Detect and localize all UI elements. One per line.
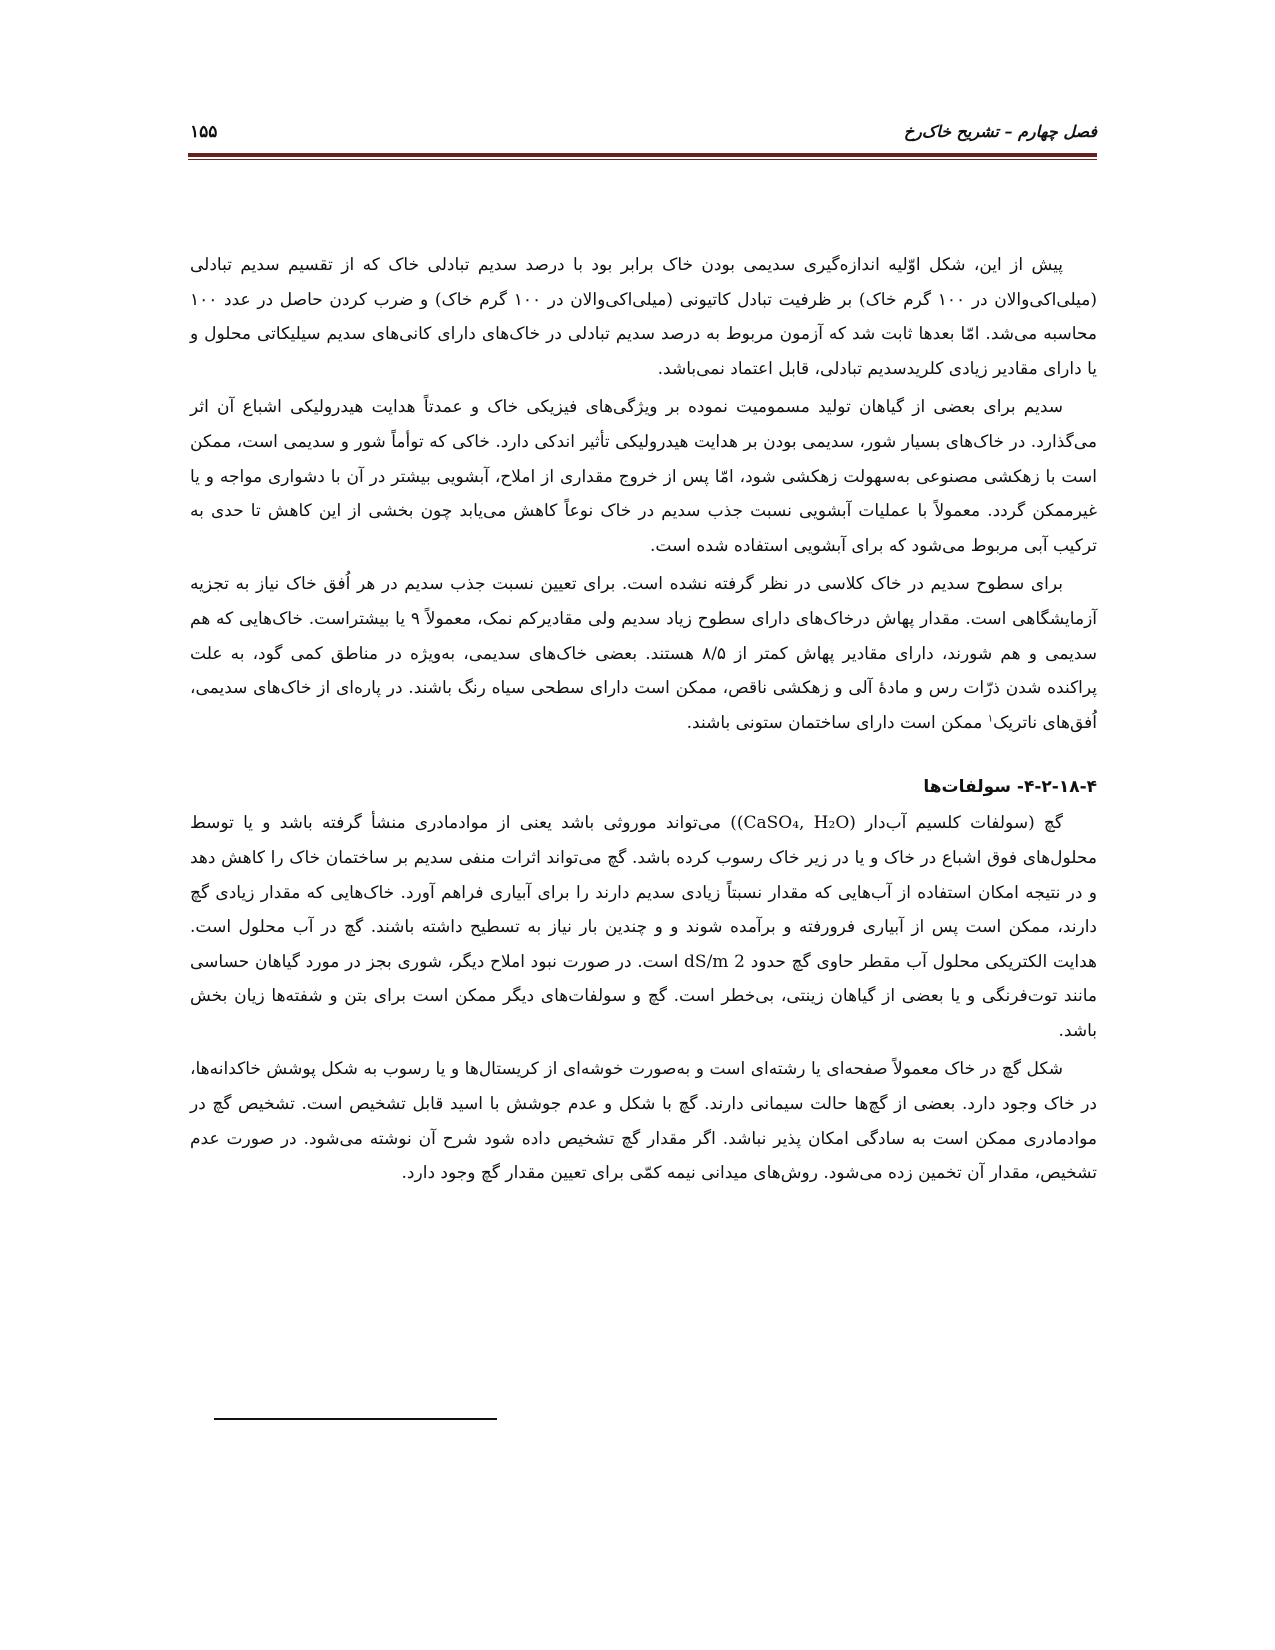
body-text bbox=[190, 248, 1097, 1195]
paragraph-3-tail: ممکن است دارای ساختمان ستونی باشند. bbox=[686, 712, 988, 733]
footnote-marker: ۱ bbox=[987, 713, 994, 725]
chapter-title: فصل چهارم – تشریح خاک‌رخ bbox=[903, 122, 1097, 141]
header-rule-thick bbox=[188, 153, 1097, 157]
footnote-separator bbox=[214, 1418, 497, 1420]
header-rule-thin bbox=[188, 159, 1097, 160]
paragraph-1: پیش از این، شکل اوّلیه اندازه‌گیری سدیمی بودن خاک برابر بود با درصد سدیم تبادلی خاک که از تقسیم سدیم تبادلی (میلی‌اکی‌والان در ۱۰۰ گرم خاک) بر ظرفیت تبادل کاتیونی (میلی‌اکی‌والان در ۱۰۰ گرم خاک) و ضرب کردن حاصل در عدد ۱۰۰ محاسبه می‌شد. امّا بعدها ثابت شد که آزمون مربوط به درصد سدیم تبادلی در خاک‌های دارای کانی‌های سدیم سیلیکاتی محلول و یا دارای مقادیر زیادی کلریدسدیم تبادلی، قابل اعتماد نمی‌باشد. bbox=[190, 255, 1098, 379]
page-number: ۱۵۵ bbox=[190, 122, 218, 142]
paragraph-3-text: برای سطوح سدیم در خاک کلاسی در نظر گرفته نشده است. برای تعیین نسبت جذب سدیم در هر اُفق خاک نیاز به تجزیه آزمایشگاهی است. مقدار پهاش درخاک‌های دارای سطوح زیاد سدیم ولی مقادیرکم نمک، معمولاً ۹ یا بیشتراست. خاک‌هایی که هم سدیمی و هم شورند، دارای مقادیر پهاش کمتر از ۸/۵ هستند. بعضی خاک‌های سدیمی، به‌ویژه در مناطق کمی گود، به علت پراکنده شدن ذرّات رس و مادۀ آلی و زهکشی ناقص، ممکن است دارای سطحی سیاه رنگ باشند. در پاره‌ای از خاک‌های سدیمی، اُفق‌های ناتریک bbox=[190, 574, 1098, 733]
paragraph-5: شکل گچ در خاک معمولاً صفحه‌ای یا رشته‌ای است و به‌صورت خوشه‌ای از کریستال‌ها و یا رسوب به شکل پوشش خاکدانه‌ها، در خاک وجود دارد. بعضی از گچ‌ها حالت سیمانی دارند. گچ با شکل و عدم جوشش با اسید قابل تشخیص است. تشخیص گچ در موادمادری ممکن است به سادگی امکان پذیر نباشد. اگر مقدار گچ تشخیص داده شود شرح آن نوشته می‌شود. در صورت عدم تشخیص، مقدار آن تخمین زده می‌شود. روش‌های میدانی نیمه کمّی برای تعیین مقدار گچ وجود دارد. bbox=[190, 1059, 1097, 1184]
section-heading: ۴-۲-۱۸-۴- سولفات‌ها bbox=[923, 777, 1097, 798]
paragraph-4: گچ (سولفات کلسیم آب‌دار (CaSO₄, H₂O)) می‌تواند موروثی باشد یعنی از موادمادری منشأ گرفته باشد و یا توسط محلول‌های فوق اشباع در خاک و یا در زیر خاک رسوب کرده باشد. گچ می‌تواند اثرات منفی سدیم بر ساختمان خاک را کاهش دهد و در نتیجه امکان استفاده از آب‌هایی که مقدار نسبتاً زیادی سدیم دارند را برای آبیاری فراهم آورد. خاک‌هایی که مقدار زیادی گچ دارند، ممکن است پس از آبیاری فرورفته و برآمده شوند و و چندین بار نیاز به تسطیح داشته باشند. گچ در آب محلول است. هدایت الکتریکی محلول آب مقطر حاوی گچ حدود 2 dS/m است. در صورت نبود املاح دیگر، شوری بجز در مورد گیاهان حساسی مانند توت‌فرنگی و یا بعضی از گیاهان زینتی، بی‌خطر است. گچ و سولفات‌های دیگر ممکن است برای بتن و شفته‌ها زیان بخش باشد. bbox=[190, 813, 1097, 1041]
paragraph-2: سدیم برای بعضی از گیاهان تولید مسمومیت نموده بر ویژگی‌های فیزیکی خاک و عمدتاً هدایت هیدرولیکی اشباع آن اثر می‌گذارد. در خاک‌های بسیار شور، سدیمی بودن بر هدایت هیدرولیکی تأثیر اندکی دارد. خاکی که توأماً شور و سدیمی است، ممکن است با زهکشی مصنوعی به‌سهولت زهکشی شود، امّا پس از خروج مقداری از املاح، آبشویی بیشتر در آن با دشواری مواجه و یا غیرممکن گردد. معمولاً با عملیات آبشویی نسبت جذب سدیم در خاک نوعاً کاهش می‌یابد چون بخشی از این کاهش تا حدی به ترکیب آبی مربوط می‌شود که برای آبشویی استفاده شده است. bbox=[190, 397, 1097, 556]
paragraph-3 bbox=[190, 567, 1097, 740]
running-header bbox=[190, 122, 1097, 144]
